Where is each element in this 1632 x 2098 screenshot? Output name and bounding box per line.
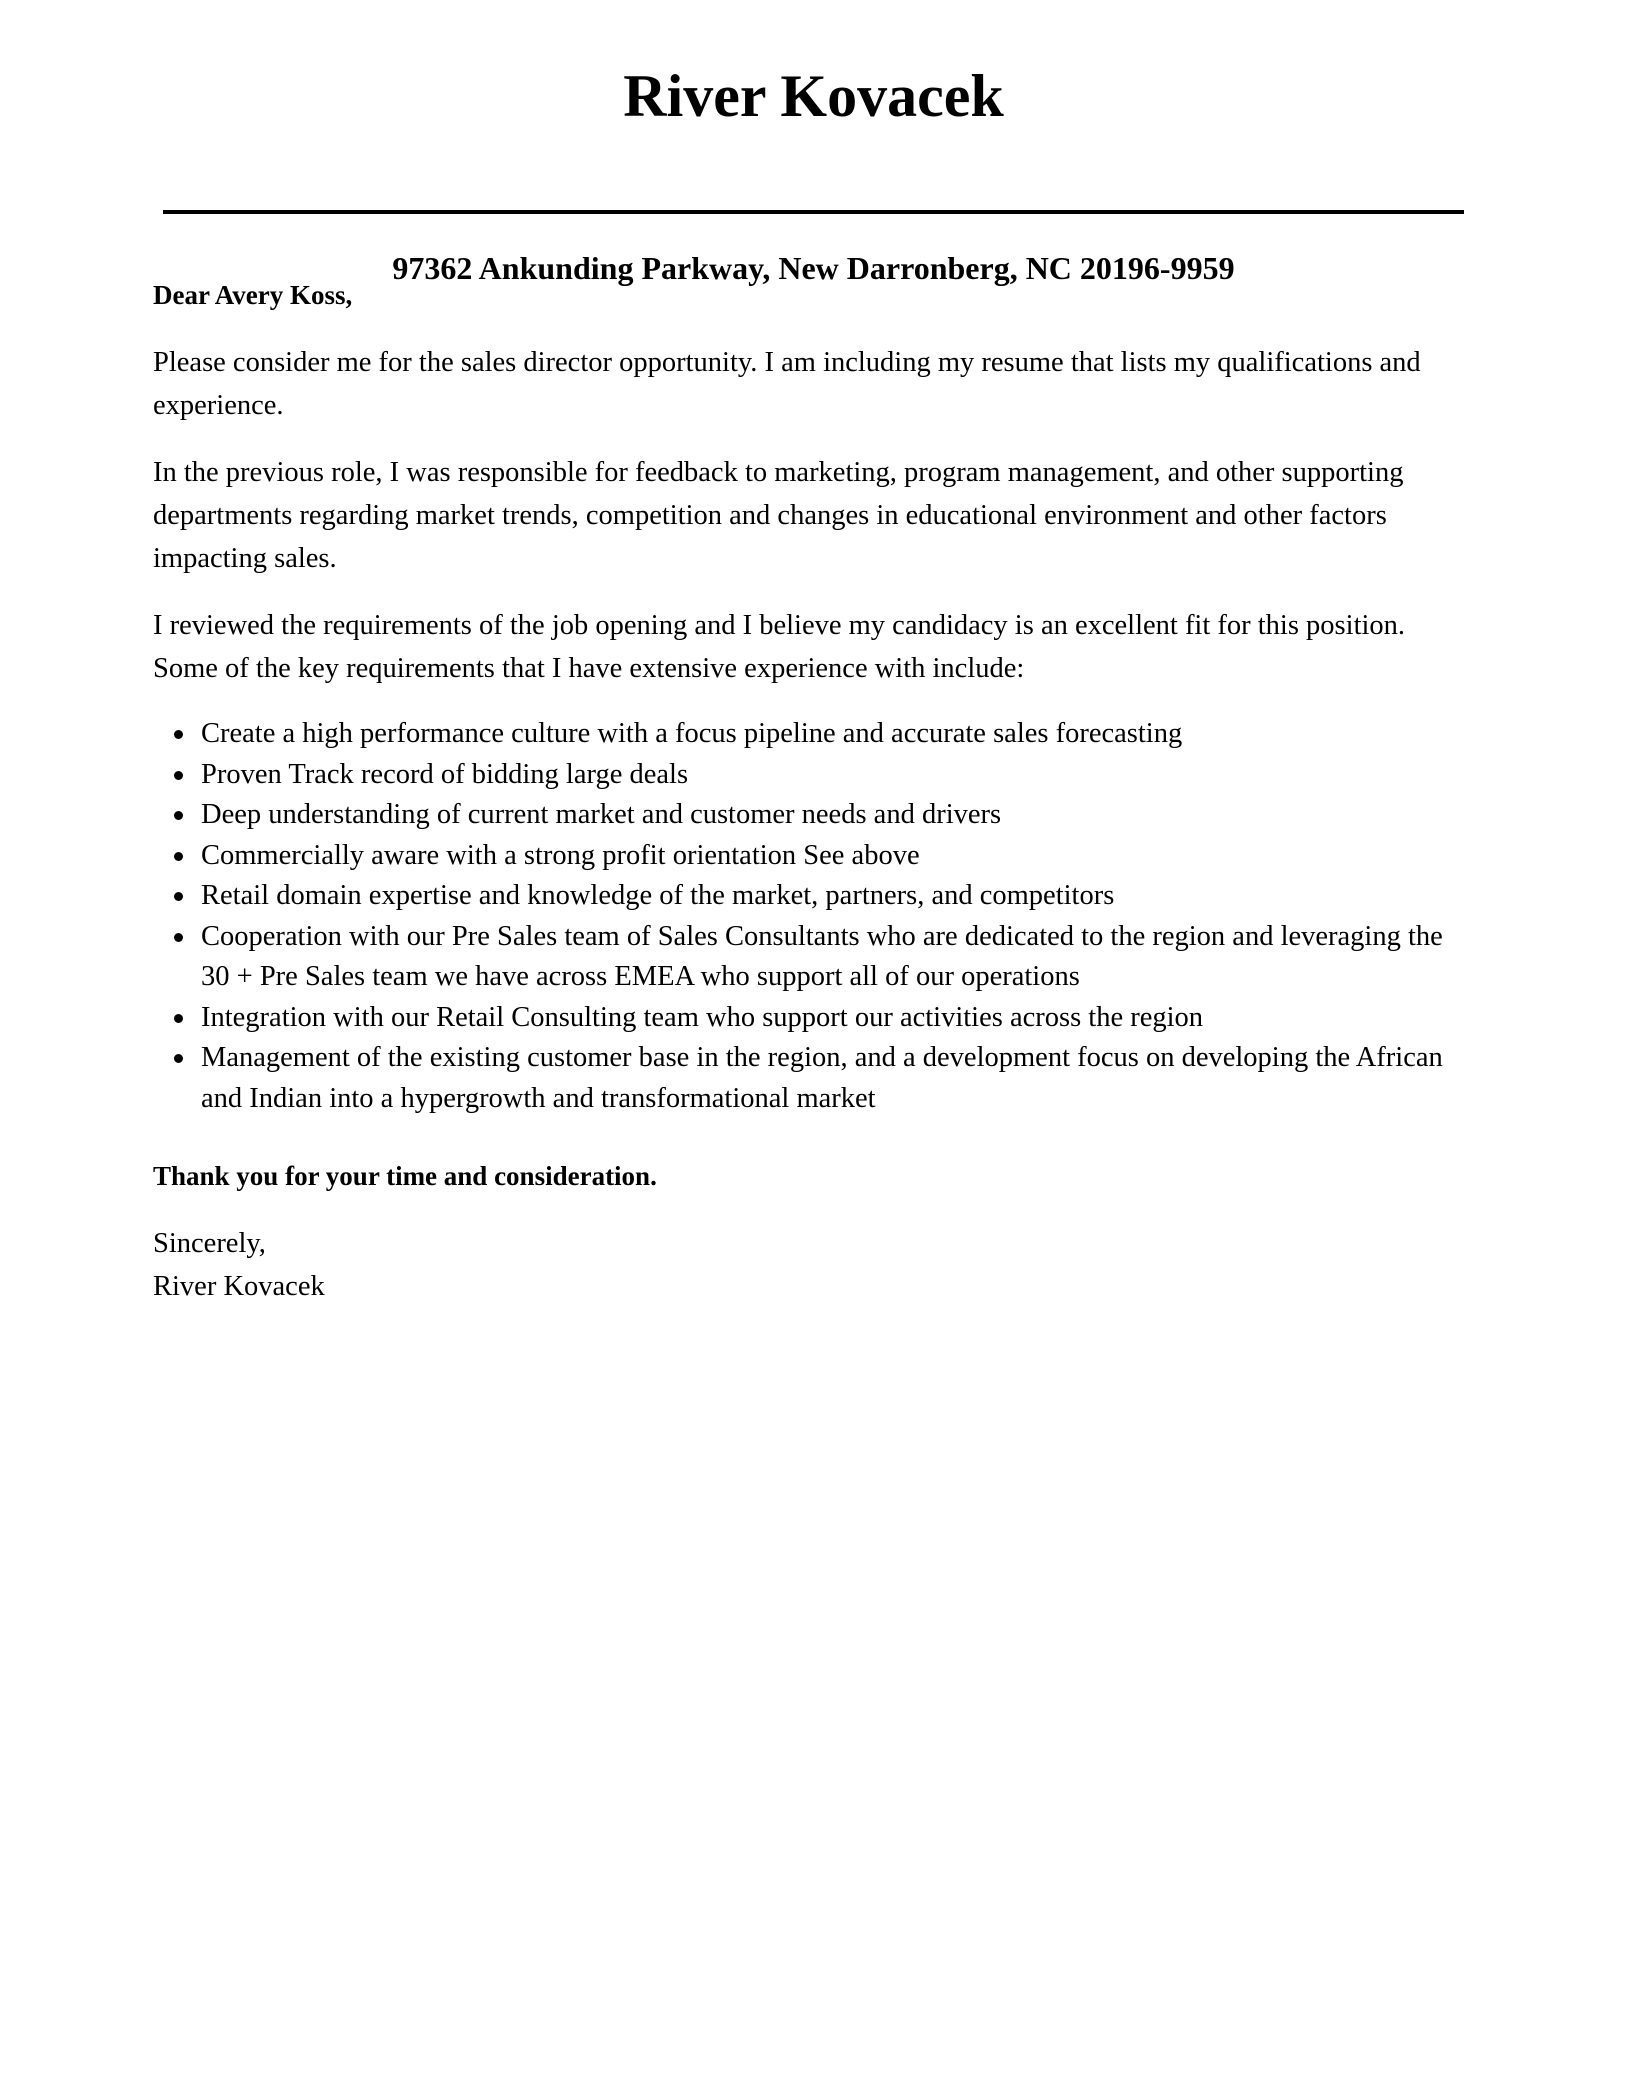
letter-header <box>163 58 1464 286</box>
list-item <box>201 876 1473 917</box>
bullet-icon <box>174 771 183 780</box>
list-item-text: Retail domain expertise and knowledge of the market, partners, and competitors <box>201 880 1115 911</box>
paragraph-previous-role: In the previous role, I was responsible for feedback to marketing, program management, and other supporting departments regarding market trends, competition and changes in educational environment and other factors impacting sales. <box>153 457 1404 574</box>
salutation: Dear Avery Koss, <box>153 280 353 310</box>
list-item <box>201 917 1473 998</box>
list-item-text: Deep understanding of current market and customer needs and drivers <box>201 799 1002 830</box>
bullet-icon <box>174 1054 183 1063</box>
list-item <box>201 714 1473 755</box>
list-item <box>201 836 1473 877</box>
list-item <box>201 998 1473 1039</box>
list-item-text: Cooperation with our Pre Sales team of Sales Consultants who are dedicated to the region and leveraging the 30 + Pre Sales team we have across EMEA who support all of our operations <box>201 920 1443 992</box>
letter-body <box>153 274 1473 1308</box>
bullet-icon <box>174 811 183 820</box>
list-item <box>201 795 1473 836</box>
bullet-icon <box>174 730 183 739</box>
sender-address: 97362 Ankunding Parkway, New Darronberg, NC 20196-9959 <box>392 250 1235 286</box>
list-item-text: Commercially aware with a strong profit orientation See above <box>201 839 920 871</box>
paragraph-intro: Please consider me for the sales director opportunity. I am including my resume that lists my qualifications and experience. <box>153 347 1421 421</box>
bullet-icon <box>174 933 183 942</box>
closing-statement: Thank you for your time and consideration. <box>153 1161 657 1191</box>
list-item-text: Proven Track record of bidding large deals <box>201 758 689 790</box>
list-item <box>201 1038 1473 1119</box>
bullet-icon <box>174 892 183 901</box>
sender-name: River Kovacek <box>623 63 1004 129</box>
list-item-text: Create a high performance culture with a focus pipeline and accurate sales forecasting <box>201 718 1183 749</box>
bullet-icon <box>174 1014 183 1023</box>
signoff: Sincerely, <box>153 1228 266 1259</box>
requirements-list <box>153 714 1473 1119</box>
bullet-icon <box>174 852 183 861</box>
list-item-text: Integration with our Retail Consulting team who support our activities across the region <box>201 1001 1204 1033</box>
header-divider <box>163 210 1464 214</box>
list-item <box>201 755 1473 796</box>
signature-name: River Kovacek <box>153 1271 325 1302</box>
list-item-text: Management of the existing customer base in the region, and a development focus on developing the African and Indian into a hypergrowth and transformational market <box>201 1042 1443 1114</box>
paragraph-requirements-intro: I reviewed the requirements of the job opening and I believe my candidacy is an excellent fit for this position. Some of the key requirements that I have extensive experience with include: <box>153 610 1406 684</box>
